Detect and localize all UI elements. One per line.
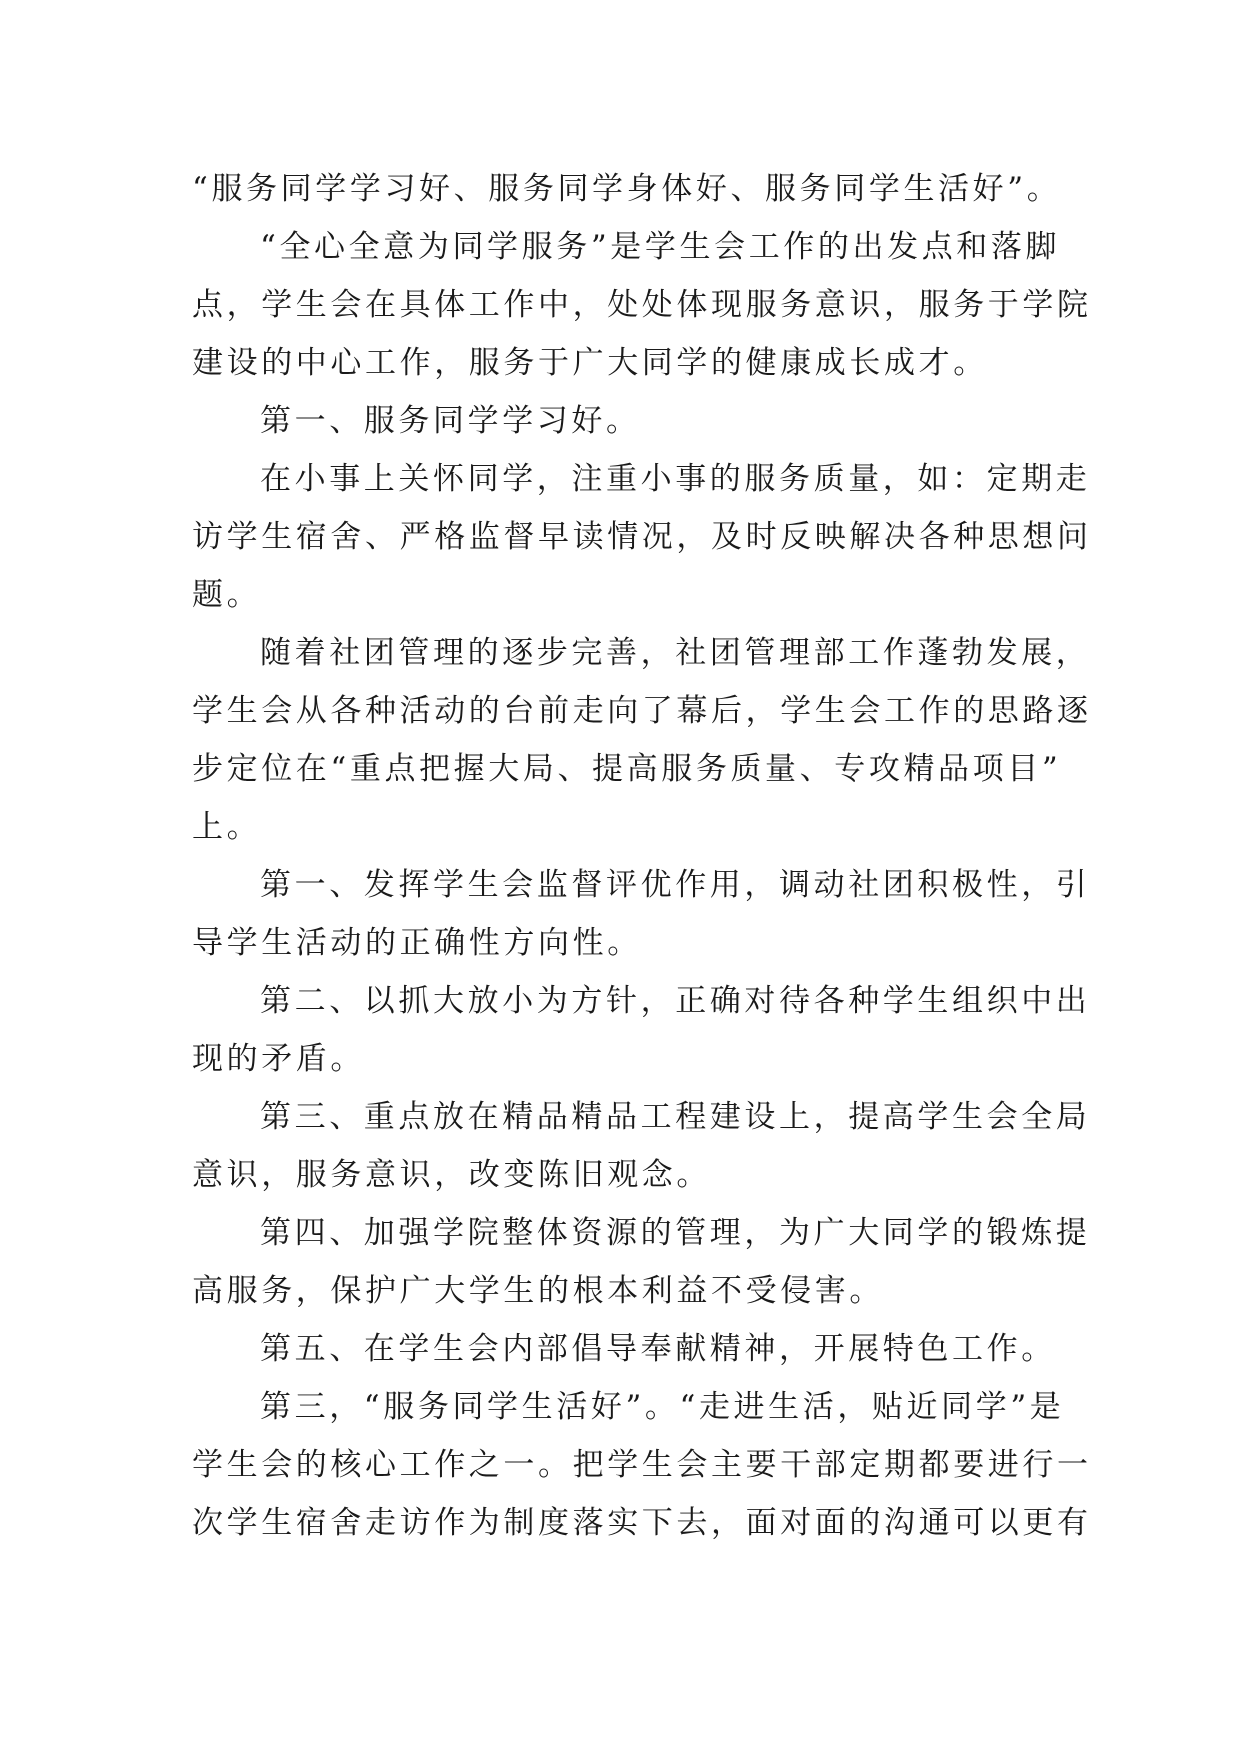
paragraph-4 (192, 450, 1092, 624)
text-line: 建设的中心工作，服务于广大同学的健康成长成才。 (192, 345, 988, 381)
paragraph-11 (192, 1378, 1092, 1552)
text-line: 第二、以抓大放小为方针，正确对待各种学生组织中出 (260, 983, 1091, 1019)
text-line: 第三，“服务同学生活好”。“走进生活，贴近同学”是 (260, 1389, 1065, 1425)
text-line: 步定位在“重点把握大局、提高服务质量、专攻精品项目” (192, 751, 1062, 787)
text-line: 现的矛盾。 (192, 1041, 365, 1077)
paragraph-3 (192, 392, 1060, 450)
paragraph-5 (192, 624, 1092, 856)
text-line: “服务同学学习好、服务同学身体好、服务同学生活好”。 (192, 171, 1062, 207)
paragraph-1 (192, 160, 1060, 218)
text-line: 第一、发挥学生会监督评优作用，调动社团积极性，引 (260, 867, 1091, 903)
text-line: “全心全意为同学服务”是学生会工作的出发点和落脚 (260, 229, 1061, 265)
paragraph-8 (192, 1088, 1091, 1204)
text-line: 导学生活动的正确性方向性。 (192, 925, 642, 961)
text-line: 高服务，保护广大学生的根本利益不受侵害。 (192, 1273, 884, 1309)
text-line: 第五、在学生会内部倡导奉献精神，开展特色工作。 (260, 1331, 1056, 1367)
paragraph-6 (192, 856, 1091, 972)
text-line: 学生会的核心工作之一。把学生会主要干部定期都要进行一 (192, 1447, 1092, 1483)
text-line: 访学生宿舍、严格监督早读情况，及时反映解决各种思想问 (192, 519, 1092, 555)
text-line: 次学生宿舍走访作为制度落实下去，面对面的沟通可以更有 (192, 1505, 1092, 1541)
paragraph-10 (192, 1320, 1060, 1378)
text-line: 在小事上关怀同学，注重小事的服务质量，如：定期走 (260, 461, 1091, 497)
text-line: 第一、服务同学学习好。 (260, 403, 641, 439)
text-line: 随着社团管理的逐步完善，社团管理部工作蓬勃发展， (260, 635, 1091, 671)
text-line: 点，学生会在具体工作中，处处体现服务意识，服务于学院 (192, 287, 1092, 323)
text-line: 学生会从各种活动的台前走向了幕后，学生会工作的思路逐 (192, 693, 1092, 729)
document-page (192, 160, 1092, 1552)
text-line: 意识，服务意识，改变陈旧观念。 (192, 1157, 711, 1193)
paragraph-2 (192, 218, 1092, 392)
paragraph-7 (192, 972, 1091, 1088)
text-line: 第三、重点放在精品精品工程建设上，提高学生会全局 (260, 1099, 1091, 1135)
paragraph-9 (192, 1204, 1091, 1320)
text-line: 第四、加强学院整体资源的管理，为广大同学的锻炼提 (260, 1215, 1091, 1251)
text-line: 上。 (192, 809, 262, 845)
text-line: 题。 (192, 577, 262, 613)
